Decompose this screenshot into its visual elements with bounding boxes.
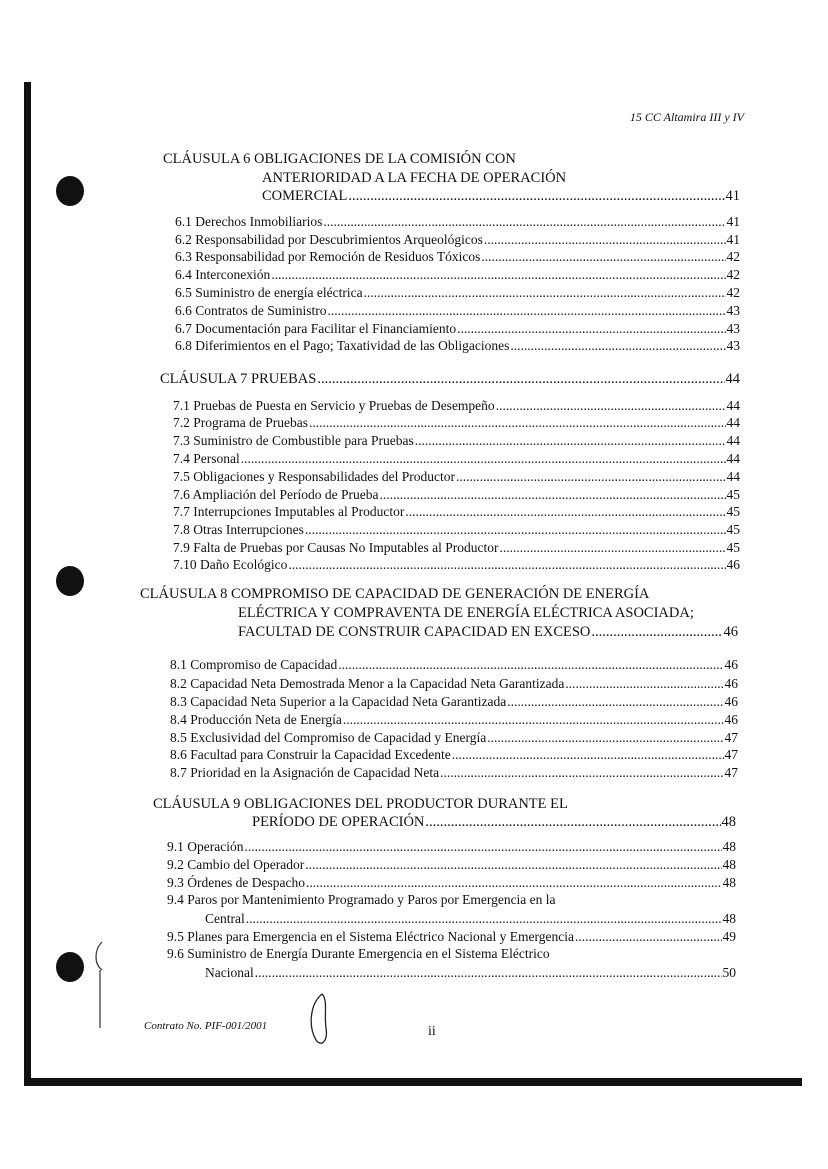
toc-entry: 7.10 Daño Ecológico ..... 46 (173, 555, 740, 573)
toc-entry: 9.5 Planes para Emergencia en el Sistema Eléctrico Nacional y Emergencia ..... 49 (167, 927, 736, 945)
punch-hole (56, 566, 84, 596)
page-number: ii (428, 1024, 436, 1039)
clause-6-title-line1: CLÁUSULA 6 OBLIGACIONES DE LA COMISIÓN CON (163, 151, 516, 167)
toc-entry: 8.5 Exclusividad del Compromiso de Capacidad y Energía ..... 47 (170, 728, 738, 746)
toc-entry: 7.3 Suministro de Combustible para Pruebas ..... 44 (173, 431, 740, 449)
toc-entry: 7.6 Ampliación del Período de Prueba ..... 45 (173, 485, 740, 503)
toc-entry: 8.6 Facultad para Construir la Capacidad Excedente ..... 47 (170, 745, 738, 763)
clause-8-title-line3: FACULTAD DE CONSTRUIR CAPACIDAD EN EXCESO ..... 46 (238, 623, 738, 641)
toc-entry: Central ..... 48 (205, 909, 736, 927)
toc-entry: 7.5 Obligaciones y Responsabilidades del Productor ..... 44 (173, 467, 740, 485)
toc-entry: 6.4 Interconexión ..... 42 (175, 265, 740, 283)
toc-entry: 8.7 Prioridad en la Asignación de Capacidad Neta ..... 47 (170, 763, 738, 781)
toc-entry: 6.8 Diferimientos en el Pago; Taxatividad de las Obligaciones ..... 43 (175, 336, 740, 354)
toc-entry: 7.8 Otras Interrupciones ..... 45 (173, 520, 740, 538)
toc-entry: 6.7 Documentación para Facilitar el Financiamiento ..... 43 (175, 319, 740, 337)
contract-number: Contrato No. PIF-001/2001 (144, 1020, 268, 1032)
toc-entry: 9.3 Órdenes de Despacho ..... 48 (167, 873, 736, 891)
clause-9-title-line1: CLÁUSULA 9 OBLIGACIONES DEL PRODUCTOR DURANTE EL (153, 796, 568, 812)
clause-8-title-line1: CLÁUSULA 8 COMPROMISO DE CAPACIDAD DE GENERACIÓN DE ENERGÍA (140, 586, 650, 602)
clause-7-title: CLÁUSULA 7 PRUEBAS ..... 44 (160, 370, 740, 388)
toc-entry: 7.7 Interrupciones Imputables al Productor ..... 45 (173, 502, 740, 520)
toc-entry: 6.1 Derechos Inmobiliarios ..... 41 (175, 212, 740, 230)
toc-entry: 7.1 Pruebas de Puesta en Servicio y Pruebas de Desempeño ..... 44 (173, 396, 740, 414)
toc-entry: 7.2 Programa de Pruebas ..... 44 (173, 413, 740, 431)
toc-entry: 7.4 Personal ..... 44 (173, 449, 740, 467)
toc-entry: 6.5 Suministro de energía eléctrica ..... 42 (175, 283, 740, 301)
document-reference: 15 CC Altamira III y IV (629, 110, 744, 124)
toc-entry: 8.2 Capacidad Neta Demostrada Menor a la Capacidad Neta Garantizada ..... 46 (170, 674, 738, 692)
toc-entry: Nacional ..... 50 (205, 963, 736, 981)
toc-entry-line1: 9.6 Suministro de Energía Durante Emergencia en el Sistema Eléctrico (167, 946, 550, 961)
toc-entry: 7.9 Falta de Pruebas por Causas No Imputables al Productor ..... 45 (173, 538, 740, 556)
scan-left-border (24, 82, 31, 1086)
scan-bottom-border (24, 1078, 802, 1086)
margin-mark (90, 940, 110, 1030)
toc-entry: 8.3 Capacidad Neta Superior a la Capacidad Neta Garantizada ..... 46 (170, 692, 738, 710)
toc-entry: 6.3 Responsabilidad por Remoción de Residuos Tóxicos ..... 42 (175, 247, 740, 265)
toc-entry: 9.1 Operación ..... 48 (167, 837, 736, 855)
punch-hole (56, 952, 84, 982)
toc-entry: 8.4 Producción Neta de Energía ..... 46 (170, 710, 738, 728)
clause-6-title-line3: COMERCIAL ..... 41 (262, 187, 740, 205)
clause-6-title-line2: ANTERIORIDAD A LA FECHA DE OPERACIÓN (262, 170, 567, 186)
toc-entry-line1: 9.4 Paros por Mantenimiento Programado y Paros por Emergencia en la (167, 892, 556, 907)
toc-entry: 6.2 Responsabilidad por Descubrimientos Arqueológicos ..... 41 (175, 230, 740, 248)
clause-9-title-line2: PERÍODO DE OPERACIÓN ..... 48 (252, 813, 736, 831)
toc-entry: 8.1 Compromiso de Capacidad ..... 46 (170, 655, 738, 673)
toc-entry: 6.6 Contratos de Suministro ..... 43 (175, 301, 740, 319)
clause-8-title-line2: ELÉCTRICA Y COMPRAVENTA DE ENERGÍA ELÉCTRICA ASOCIADA; (238, 605, 694, 621)
toc-entry: 9.2 Cambio del Operador ..... 48 (167, 855, 736, 873)
initials-signature (300, 990, 340, 1050)
punch-hole (56, 176, 84, 206)
